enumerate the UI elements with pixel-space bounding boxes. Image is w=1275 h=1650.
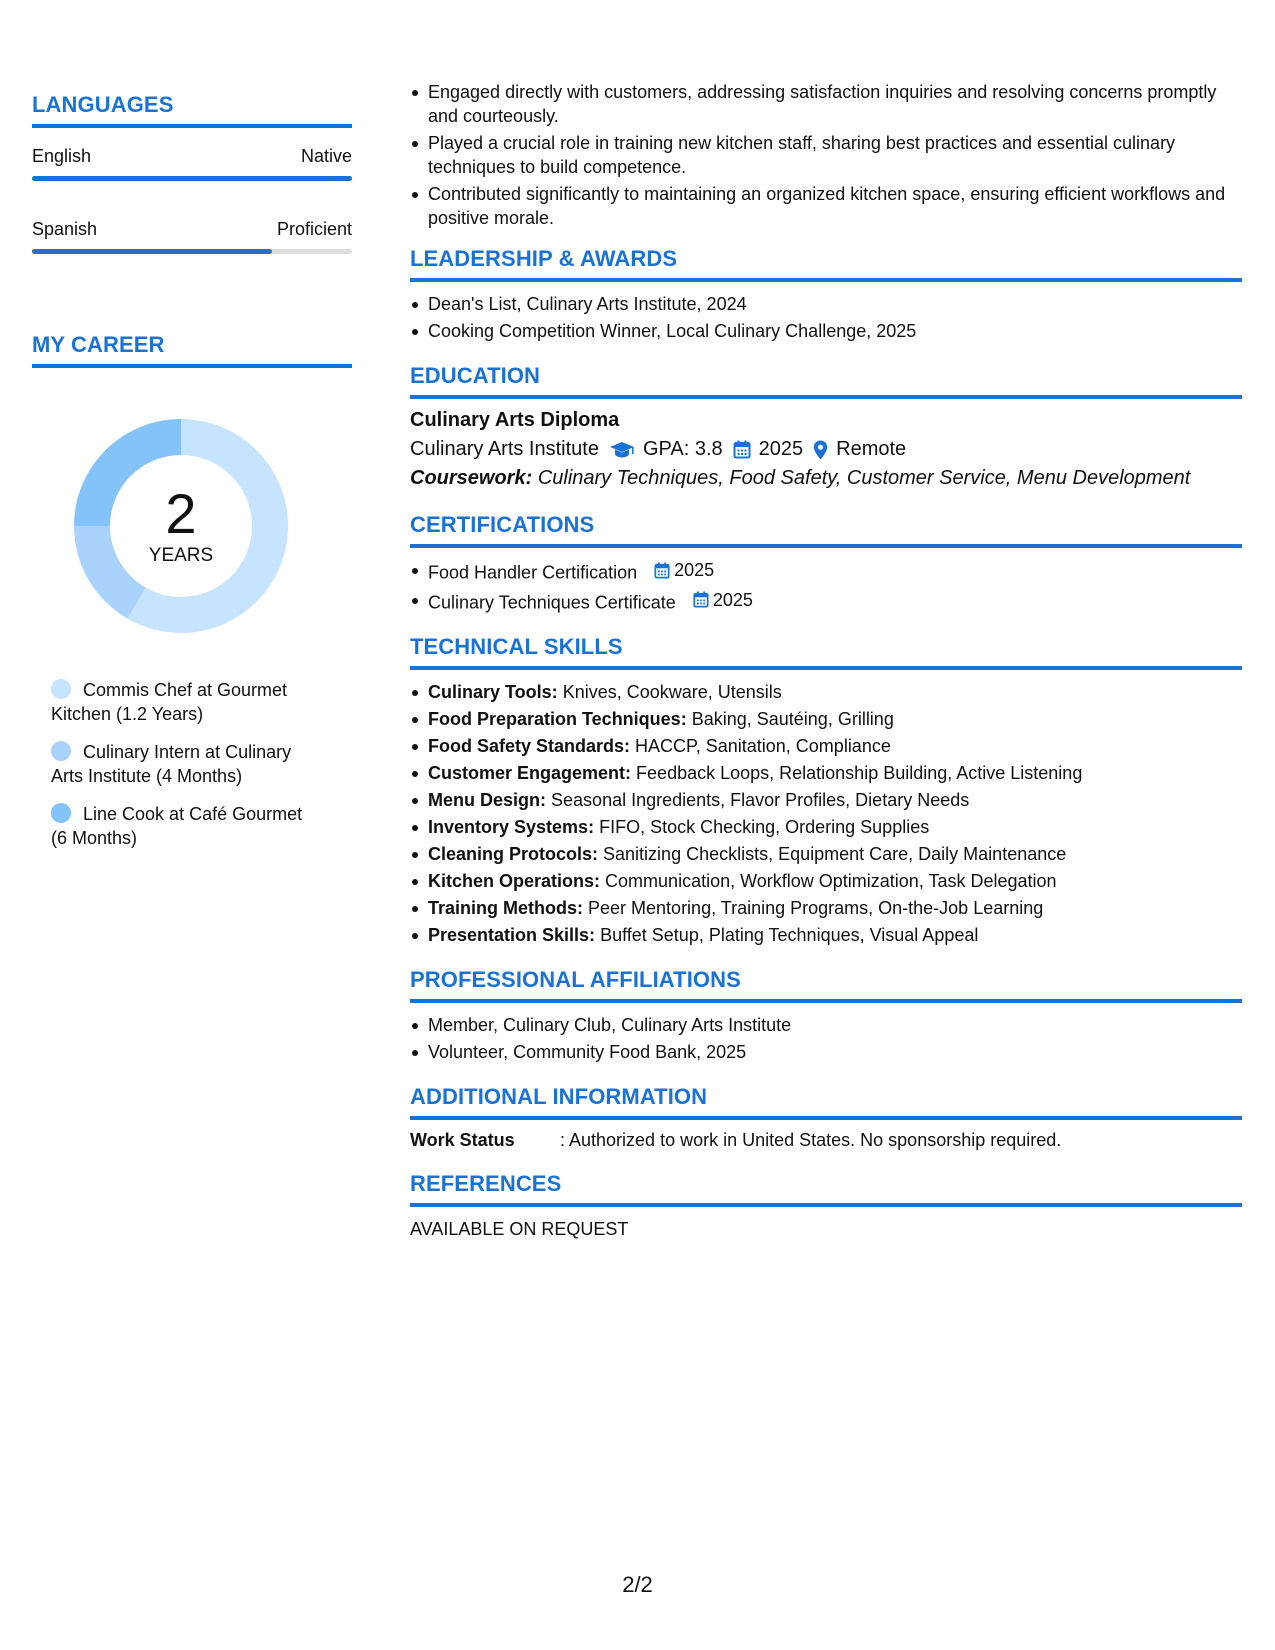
education-location: Remote	[836, 438, 907, 460]
list-item: Contributed significantly to maintaining an organized kitchen space, ensuring efficient workflows and positive morale.	[410, 182, 1242, 230]
affiliations-heading: PROFESSIONAL AFFILIATIONS	[410, 967, 741, 992]
section-divider	[410, 1116, 1242, 1120]
language-name: Spanish	[32, 219, 98, 239]
education-degree: Culinary Arts Diploma	[410, 409, 620, 431]
skill-label: Cleaning Protocols:	[428, 844, 599, 864]
section-divider	[410, 1203, 1242, 1207]
language-level: Proficient	[276, 219, 352, 239]
language-proficiency-fill	[32, 249, 272, 254]
skill-item	[410, 761, 1242, 785]
skill-label: Presentation Skills:	[428, 925, 596, 945]
work-status-value: : Authorized to work in United States. No sponsorship required.	[560, 1130, 1062, 1150]
section-divider	[32, 364, 352, 368]
skill-label: Training Methods:	[428, 898, 583, 918]
list-item: Engaged directly with customers, addressing satisfaction inquiries and resolving concerns promptly and courteously.	[410, 80, 1242, 128]
career-legend-label: Culinary Intern at Culinary Arts Institute (4 Months)	[51, 742, 292, 786]
skill-value: Seasonal Ingredients, Flavor Profiles, Dietary Needs	[551, 790, 970, 810]
list-item: Volunteer, Community Food Bank, 2025	[410, 1040, 1242, 1064]
list-item	[410, 588, 1242, 615]
additional-info-heading: ADDITIONAL INFORMATION	[410, 1084, 708, 1109]
technical-skills-list	[410, 680, 1242, 947]
section-divider	[410, 666, 1242, 670]
references-heading: REFERENCES	[410, 1171, 562, 1196]
skill-value: Communication, Workflow Optimization, Task Delegation	[605, 871, 1057, 891]
language-proficiency-bar	[32, 249, 352, 254]
education-heading: EDUCATION	[410, 363, 541, 388]
section-divider	[32, 124, 352, 128]
education-school: Culinary Arts Institute	[410, 438, 599, 460]
technical-skills-heading: TECHNICAL SKILLS	[410, 634, 623, 659]
right-column	[410, 80, 1242, 1240]
section-divider	[410, 395, 1242, 399]
skill-label: Food Preparation Techniques:	[428, 709, 687, 729]
career-legend-item	[51, 678, 312, 726]
certification-name: Food Handler Certification	[428, 562, 638, 583]
language-proficiency-bar	[32, 176, 352, 181]
section-divider	[410, 278, 1242, 282]
certification-date	[693, 588, 753, 612]
education-year: 2025	[758, 438, 804, 460]
list-item	[410, 558, 1242, 585]
list-item: Member, Culinary Club, Culinary Arts Institute	[410, 1013, 1242, 1037]
career-legend-label: Commis Chef at Gourmet Kitchen (1.2 Years)	[51, 680, 288, 724]
certifications-section	[410, 512, 1242, 614]
skill-value: Sanitizing Checklists, Equipment Care, Daily Maintenance	[603, 844, 1067, 864]
calendar-icon	[654, 562, 670, 579]
coursework-label: Coursework:	[410, 467, 533, 489]
skill-item	[410, 680, 1242, 704]
skill-item	[410, 869, 1242, 893]
list-item: Played a crucial role in training new kitchen staff, sharing best practices and essential culinary techniques to build competence.	[410, 131, 1242, 179]
references-text: AVAILABLE ON REQUEST	[410, 1219, 629, 1239]
leadership-section	[410, 246, 1242, 343]
experience-bullets	[410, 80, 1242, 230]
skill-item	[410, 707, 1242, 731]
language-proficiency-fill	[32, 176, 352, 181]
legend-dot-icon	[51, 679, 71, 699]
left-column	[32, 92, 352, 864]
skill-label: Culinary Tools:	[428, 682, 558, 702]
legend-dot-icon	[51, 741, 71, 761]
calendar-icon	[733, 440, 751, 459]
work-status-row	[410, 1130, 1242, 1151]
skill-value: Peer Mentoring, Training Programs, On-the-Job Learning	[588, 898, 1044, 918]
skill-label: Menu Design:	[428, 790, 547, 810]
career-total-years: 2	[165, 482, 197, 545]
skill-item	[410, 815, 1242, 839]
list-item: Cooking Competition Winner, Local Culinary Challenge, 2025	[410, 319, 1242, 343]
leadership-heading: LEADERSHIP & AWARDS	[410, 246, 678, 271]
skill-item	[410, 923, 1242, 947]
skill-label: Food Safety Standards:	[428, 736, 631, 756]
language-name: English	[32, 146, 92, 166]
skill-label: Inventory Systems:	[428, 817, 595, 837]
career-legend-item	[51, 740, 312, 788]
career-legend-item	[51, 802, 312, 850]
languages-heading: LANGUAGES	[32, 92, 174, 117]
certifications-heading: CERTIFICATIONS	[410, 512, 595, 537]
skill-item	[410, 842, 1242, 866]
references-section	[410, 1171, 1242, 1240]
education-details	[410, 438, 1242, 461]
skill-value: Baking, Sautéing, Grilling	[691, 709, 894, 729]
graduation-cap-icon	[609, 441, 635, 459]
education-section	[410, 363, 1242, 490]
skill-value: HACCP, Sanitation, Compliance	[635, 736, 891, 756]
languages-section	[32, 92, 352, 254]
location-pin-icon	[813, 440, 828, 460]
language-item	[32, 219, 352, 254]
career-section	[32, 332, 352, 850]
skill-item	[410, 734, 1242, 758]
certification-year: 2025	[674, 560, 715, 580]
career-legend	[32, 678, 312, 850]
skill-value: Knives, Cookware, Utensils	[562, 682, 782, 702]
list-item: Dean's List, Culinary Arts Institute, 2024	[410, 292, 1242, 316]
certification-year: 2025	[712, 589, 753, 610]
career-total-unit: YEARS	[148, 545, 214, 566]
calendar-icon	[693, 591, 709, 608]
skill-value: FIFO, Stock Checking, Ordering Supplies	[599, 817, 930, 837]
education-coursework	[410, 467, 1242, 490]
work-status-label: Work Status	[410, 1130, 515, 1150]
career-legend-label: Line Cook at Café Gourmet (6 Months)	[51, 804, 303, 848]
legend-dot-icon	[51, 803, 71, 823]
affiliations-section	[410, 967, 1242, 1064]
skill-item	[410, 788, 1242, 812]
technical-skills-section	[410, 634, 1242, 947]
skill-value: Feedback Loops, Relationship Building, Active Listening	[636, 763, 1083, 783]
career-donut-chart	[67, 412, 295, 640]
career-heading: MY CAREER	[32, 332, 165, 357]
certification-name: Culinary Techniques Certificate	[428, 592, 676, 612]
section-divider	[410, 544, 1242, 548]
skill-item	[410, 896, 1242, 920]
language-item	[32, 146, 352, 181]
education-gpa: GPA: 3.8	[642, 438, 723, 460]
skill-label: Customer Engagement:	[428, 763, 632, 783]
coursework-value: Culinary Techniques, Food Safety, Customer Service, Menu Development	[537, 467, 1191, 489]
language-level: Native	[300, 146, 352, 166]
skill-value: Buffet Setup, Plating Techniques, Visual Appeal	[600, 925, 979, 945]
skill-label: Kitchen Operations:	[428, 871, 601, 891]
section-divider	[410, 999, 1242, 1003]
certification-date	[654, 558, 714, 582]
additional-info-section	[410, 1084, 1242, 1151]
page-number: 2/2	[622, 1572, 653, 1597]
